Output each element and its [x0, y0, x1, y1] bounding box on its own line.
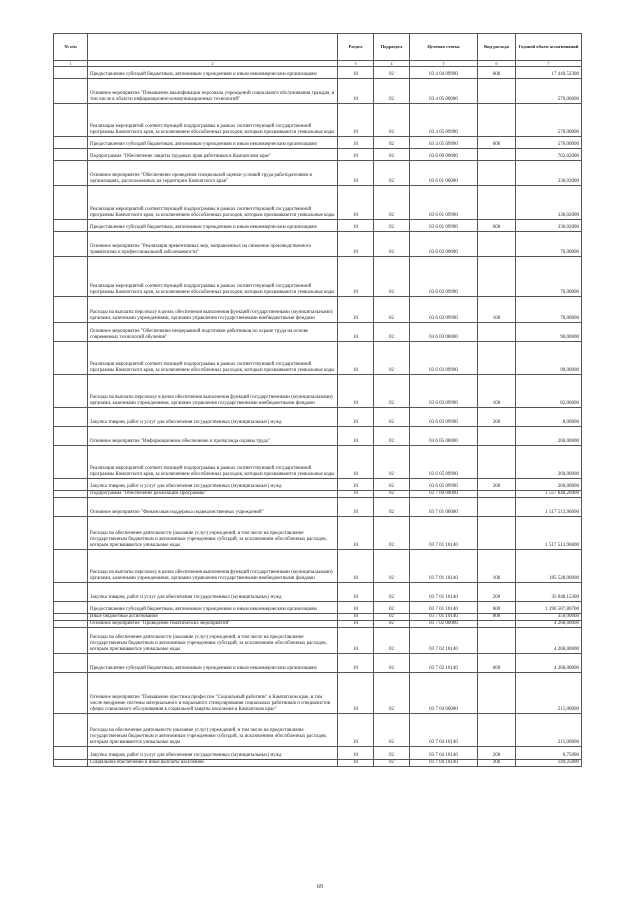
header-sum: Годовой объем ассигнований [516, 34, 582, 61]
cell-name: Социальное обеспечение и иные выплаты населению [88, 760, 338, 767]
table-row [54, 446, 582, 479]
table-row [54, 149, 582, 161]
cell-sum: 570,00000 [516, 137, 582, 149]
cell-razdel: 10 [338, 220, 374, 232]
cell-podrazdel: 02 [374, 614, 410, 621]
cell-num [54, 583, 88, 602]
cell-sum: 570,00000 [516, 79, 582, 104]
cell-vr [478, 714, 516, 747]
cell-num [54, 602, 88, 614]
cell-csr: 03 7 01 10140 [410, 602, 478, 614]
table-row [54, 323, 582, 342]
column-number: 7 [516, 61, 582, 67]
cell-csr: 03 4 05 09990 [410, 137, 478, 149]
cell-razdel: 10 [338, 137, 374, 149]
cell-vr: 600 [478, 602, 516, 614]
cell-csr: 03 7 04 10140 [410, 747, 478, 760]
cell-sum: 260,00000 [516, 427, 582, 446]
cell-name: Подпрограмма "Обеспечение реализации Программы" [88, 491, 338, 498]
cell-podrazdel: 02 [374, 491, 410, 498]
cell-razdel: 10 [338, 375, 374, 408]
cell-podrazdel: 02 [374, 747, 410, 760]
column-number: 5 [410, 61, 478, 67]
cell-podrazdel: 02 [374, 550, 410, 583]
cell-vr: 600 [478, 67, 516, 79]
cell-num [54, 79, 88, 104]
cell-csr: 03 6 05 09990 [410, 446, 478, 479]
cell-num [54, 446, 88, 479]
cell-podrazdel: 02 [374, 375, 410, 408]
cell-razdel: 10 [338, 583, 374, 602]
cell-sum: 570,00000 [516, 104, 582, 137]
cell-sum: 90,00000 [516, 323, 582, 342]
cell-csr: 03 7 02 10140 [410, 654, 478, 673]
cell-name: Реализация мероприятий соответствующей подпрограммы в рамках соответствующей государственной программы Камчатского края, за исключением обособленных расходов, которым присваиваются уникальные коды [88, 446, 338, 479]
cell-razdel: 10 [338, 550, 374, 583]
cell-razdel: 10 [338, 491, 374, 498]
cell-vr: 100 [478, 297, 516, 323]
cell-vr [478, 491, 516, 498]
cell-name: Закупка товаров, работ и услуг для обеспечения государственных (муниципальных) нужд [88, 408, 338, 427]
table-body [54, 67, 582, 767]
header-name [88, 34, 338, 61]
cell-podrazdel: 02 [374, 232, 410, 257]
column-number: 4 [374, 61, 410, 67]
cell-csr: 03 7 01 10140 [410, 517, 478, 550]
cell-razdel: 10 [338, 342, 374, 375]
cell-sum: 4 268,00000 [516, 628, 582, 654]
cell-razdel: 10 [338, 257, 374, 297]
table-row [54, 673, 582, 714]
cell-sum: 185 528,00000 [516, 550, 582, 583]
header-podrazdel: Подраздел [374, 34, 410, 61]
cell-name: Подпрограмма "Обеспечение защиты трудовых прав работников в Камчатском крае" [88, 149, 338, 161]
cell-vr: 100 [478, 550, 516, 583]
cell-num [54, 550, 88, 583]
cell-num [54, 67, 88, 79]
cell-csr: 03 6 01 09990 [410, 220, 478, 232]
page-number: 69 [317, 884, 323, 890]
cell-name: Основное мероприятие "Реализация превентивных мер, направленных на снижение производственного травматизма и профессиональной заболеваемости" [88, 232, 338, 257]
table-row [54, 714, 582, 747]
cell-num [54, 297, 88, 323]
cell-num [54, 628, 88, 654]
cell-csr: 03 7 04 10140 [410, 714, 478, 747]
cell-name: Предоставление субсидий бюджетным, автономным учреждениям и иным некоммерческим организациям [88, 67, 338, 79]
column-number: 2 [88, 61, 338, 67]
cell-sum: 76,00000 [516, 257, 582, 297]
cell-vr [478, 161, 516, 186]
cell-csr: 03 7 04 00000 [410, 673, 478, 714]
cell-name: Предоставление субсидий бюджетным, автономным учреждениям и иным некоммерческим организациям [88, 654, 338, 673]
table-row [54, 621, 582, 628]
cell-csr: 03 6 00 00000 [410, 149, 478, 161]
table-row [54, 550, 582, 583]
cell-podrazdel: 02 [374, 342, 410, 375]
cell-podrazdel: 02 [374, 149, 410, 161]
cell-sum: 8,00000 [516, 408, 582, 427]
cell-csr: 03 6 01 09990 [410, 186, 478, 220]
cell-name: Основное мероприятие "Обеспечение непрерывной подготовки работников по охране труда на основе современных технологий обучения" [88, 323, 338, 342]
header-csr: Целевая статья [410, 34, 478, 61]
table-row [54, 161, 582, 186]
cell-razdel: 10 [338, 149, 374, 161]
cell-num [54, 257, 88, 297]
cell-num [54, 479, 88, 491]
budget-table-sheet [53, 33, 581, 767]
cell-sum: 336,02000 [516, 220, 582, 232]
cell-num [54, 232, 88, 257]
cell-csr: 03 7 02 10140 [410, 628, 478, 654]
cell-name: Реализация мероприятий соответствующей подпрограммы в рамках соответствующей государственной программы Камчатского края, за исключением обособленных расходов, которым присваиваются уникальные коды [88, 257, 338, 297]
cell-csr: 03 7 01 10140 [410, 614, 478, 621]
cell-podrazdel: 02 [374, 498, 410, 517]
cell-num [54, 104, 88, 137]
table-row [54, 491, 582, 498]
cell-podrazdel: 02 [374, 517, 410, 550]
cell-podrazdel: 02 [374, 67, 410, 79]
cell-vr [478, 79, 516, 104]
cell-sum: 336,02000 [516, 161, 582, 186]
cell-csr: 03 6 03 09990 [410, 408, 478, 427]
table-row [54, 427, 582, 446]
budget-table [53, 33, 582, 767]
table-row [54, 232, 582, 257]
cell-razdel: 10 [338, 673, 374, 714]
cell-vr: 200 [478, 479, 516, 491]
cell-num [54, 161, 88, 186]
cell-csr: 03 7 01 10140 [410, 550, 478, 583]
cell-podrazdel: 02 [374, 104, 410, 137]
cell-vr [478, 621, 516, 628]
cell-num [54, 747, 88, 760]
cell-name: Расходы на обеспечение деятельности (оказание услуг) учреждений, в том числе на предоставление государственным бюджетным и автономным учреждениям субсидий, за исключением обособленных расходов, которым присваиваются уникальные коды [88, 628, 338, 654]
cell-num [54, 614, 88, 621]
cell-num [54, 342, 88, 375]
cell-name: Реализация мероприятий соответствующей подпрограммы в рамках соответствующей государственной программы Камчатского края, за исключением обособленных расходов, которым присваиваются уникальные коды [88, 342, 338, 375]
cell-razdel: 10 [338, 602, 374, 614]
cell-razdel: 10 [338, 614, 374, 621]
cell-sum: 1 557 848,26000 [516, 491, 582, 498]
cell-csr: 03 6 03 09990 [410, 342, 478, 375]
cell-num [54, 186, 88, 220]
header-num: № п/п [54, 34, 88, 61]
table-row [54, 479, 582, 491]
cell-name: Предоставление субсидий бюджетным, автономным учреждениям и иным некоммерческим организациям [88, 220, 338, 232]
cell-razdel: 10 [338, 479, 374, 491]
cell-name: Расходы на обеспечение деятельности (оказание услуг) учреждений, в том числе на предоставление государственным бюджетным и автономным учреждениям субсидий, за исключением обособленных расходов, которым присваиваются уникальные коды [88, 714, 338, 747]
cell-sum: 17 449,52300 [516, 67, 582, 79]
cell-name: Основное мероприятие "Повышение престижа профессии "Социальный работник" в Камчатском крае, в том числе внедрение системы материального и морального стимулирования социальных работников и специалистов сферы социального обслуживания в социальной защиты населения в Камчатском крае" [88, 673, 338, 714]
table-row [54, 297, 582, 323]
cell-podrazdel: 02 [374, 621, 410, 628]
cell-podrazdel: 02 [374, 583, 410, 602]
cell-num [54, 491, 88, 498]
cell-sum: 149,25000 [516, 760, 582, 767]
cell-razdel: 10 [338, 427, 374, 446]
cell-vr [478, 427, 516, 446]
cell-podrazdel: 02 [374, 602, 410, 614]
cell-num [54, 408, 88, 427]
cell-razdel: 10 [338, 747, 374, 760]
cell-razdel: 10 [338, 621, 374, 628]
cell-name: Реализация мероприятий соответствующей подпрограммы в рамках соответствующей государственной программы Камчатского края, за исключением обособленных расходов, которым присваиваются уникальные коды [88, 186, 338, 220]
table-row [54, 614, 582, 621]
cell-podrazdel: 02 [374, 714, 410, 747]
cell-podrazdel: 02 [374, 79, 410, 104]
table-row [54, 583, 582, 602]
cell-name: Иные бюджетные ассигнования [88, 614, 338, 621]
cell-num [54, 498, 88, 517]
cell-num [54, 714, 88, 747]
cell-razdel: 10 [338, 714, 374, 747]
cell-vr [478, 149, 516, 161]
cell-vr: 600 [478, 137, 516, 149]
table-row [54, 137, 582, 149]
cell-name: Основное мероприятие "Обеспечение проведения специальной оценки условий труда работодателями в организациях, расположенных на территории Камчатского края" [88, 161, 338, 186]
cell-sum: 76,00000 [516, 232, 582, 257]
table-row [54, 654, 582, 673]
cell-vr [478, 323, 516, 342]
cell-vr [478, 257, 516, 297]
cell-razdel: 10 [338, 79, 374, 104]
cell-vr: 300 [478, 760, 516, 767]
header-row [54, 34, 582, 61]
cell-sum: 1 517 513,96000 [516, 517, 582, 550]
table-row [54, 375, 582, 408]
cell-num [54, 375, 88, 408]
cell-sum: 762,02000 [516, 149, 582, 161]
cell-razdel: 10 [338, 186, 374, 220]
cell-sum: 4 268,00000 [516, 654, 582, 673]
cell-csr: 03 6 02 09990 [410, 297, 478, 323]
cell-razdel: 10 [338, 760, 374, 767]
cell-csr: 03 6 02 00000 [410, 232, 478, 257]
cell-podrazdel: 02 [374, 408, 410, 427]
cell-podrazdel: 02 [374, 323, 410, 342]
cell-csr: 03 7 04 10140 [410, 760, 478, 767]
table-row [54, 602, 582, 614]
cell-podrazdel: 02 [374, 479, 410, 491]
table-row [54, 747, 582, 760]
cell-csr: 03 4 05 09990 [410, 104, 478, 137]
cell-vr [478, 342, 516, 375]
cell-num [54, 137, 88, 149]
cell-razdel: 10 [338, 323, 374, 342]
cell-name: Расходы на выплаты персоналу в целях обеспечения выполнения функций государственными (муниципальными) органами, казенными учреждениями, органами управления государственными внебюджетными фондами [88, 550, 338, 583]
cell-num [54, 760, 88, 767]
cell-podrazdel: 02 [374, 137, 410, 149]
cell-name: Основное мероприятие "Проведение тематических мероприятий" [88, 621, 338, 628]
cell-razdel: 10 [338, 297, 374, 323]
table-row [54, 186, 582, 220]
cell-podrazdel: 02 [374, 257, 410, 297]
cell-vr: 200 [478, 408, 516, 427]
cell-razdel: 10 [338, 654, 374, 673]
cell-csr: 03 4 05 00000 [410, 79, 478, 104]
cell-num [54, 220, 88, 232]
cell-sum: 215,00000 [516, 714, 582, 747]
cell-sum: 90,00000 [516, 342, 582, 375]
cell-sum: 215,00000 [516, 673, 582, 714]
cell-csr: 03 4 04 09990 [410, 67, 478, 79]
cell-podrazdel: 02 [374, 427, 410, 446]
cell-sum: 82,00000 [516, 375, 582, 408]
cell-razdel: 10 [338, 67, 374, 79]
cell-podrazdel: 02 [374, 297, 410, 323]
cell-sum: 336,02000 [516, 186, 582, 220]
cell-vr: 100 [478, 375, 516, 408]
cell-podrazdel: 02 [374, 628, 410, 654]
cell-name: Предоставление субсидий бюджетным, автономным учреждениям и иным некоммерческим организациям [88, 137, 338, 149]
cell-razdel: 10 [338, 498, 374, 517]
cell-name: Расходы на обеспечение деятельности (оказание услуг) учреждений, в том числе на предоставление государственным бюджетным и автономным учреждениям субсидий, за исключением обособленных расходов, которым присваиваются уникальные коды [88, 517, 338, 550]
cell-num [54, 427, 88, 446]
cell-sum: 0,75000 [516, 747, 582, 760]
cell-razdel: 10 [338, 628, 374, 654]
cell-sum: 260,00000 [516, 479, 582, 491]
cell-vr [478, 673, 516, 714]
table-row [54, 517, 582, 550]
cell-podrazdel: 02 [374, 220, 410, 232]
cell-csr: 03 7 01 00000 [410, 498, 478, 517]
cell-podrazdel: 02 [374, 446, 410, 479]
cell-name: Закупка товаров, работ и услуг для обеспечения государственных (муниципальных) нужд [88, 479, 338, 491]
cell-vr [478, 104, 516, 137]
cell-sum: 76,00000 [516, 297, 582, 323]
cell-csr: 03 6 05 00000 [410, 427, 478, 446]
cell-csr: 03 7 02 00000 [410, 621, 478, 628]
cell-sum: 260,00000 [516, 446, 582, 479]
cell-sum: 350,00000 [516, 614, 582, 621]
cell-csr: 03 6 02 09990 [410, 257, 478, 297]
cell-name: Предоставление субсидий бюджетным, автономным учреждениям и иным некоммерческим организациям [88, 602, 338, 614]
cell-name: Реализация мероприятий соответствующей подпрограммы в рамках соответствующей государственной программы Камчатского края, за исключением обособленных расходов, которым присваиваются уникальные коды [88, 104, 338, 137]
cell-name: Основное мероприятие "Информационное обеспечение и пропаганда охраны труда" [88, 427, 338, 446]
cell-num [54, 654, 88, 673]
table-row [54, 498, 582, 517]
cell-podrazdel: 02 [374, 654, 410, 673]
table-row [54, 79, 582, 104]
cell-podrazdel: 02 [374, 673, 410, 714]
cell-csr: 03 6 01 00000 [410, 161, 478, 186]
cell-csr: 03 6 03 00000 [410, 323, 478, 342]
cell-vr [478, 517, 516, 550]
cell-sum: 1 517 513,96000 [516, 498, 582, 517]
table-row [54, 67, 582, 79]
cell-csr: 03 6 03 09990 [410, 375, 478, 408]
cell-vr [478, 628, 516, 654]
cell-razdel: 10 [338, 408, 374, 427]
table-row [54, 220, 582, 232]
cell-name: Расходы на выплаты персоналу в целях обеспечения выполнения функций государственными (муниципальными) органами, казенными учреждениями, органами управления государственными внебюджетными фондами [88, 297, 338, 323]
cell-vr: 200 [478, 747, 516, 760]
table-row [54, 257, 582, 297]
cell-csr: 03 7 01 10140 [410, 583, 478, 602]
cell-num [54, 673, 88, 714]
cell-num [54, 323, 88, 342]
cell-num [54, 517, 88, 550]
cell-podrazdel: 02 [374, 161, 410, 186]
cell-name: Закупка товаров, работ и услуг для обеспечения государственных (муниципальных) нужд [88, 583, 338, 602]
header-vr: Вид расхода [478, 34, 516, 61]
cell-vr [478, 498, 516, 517]
cell-vr: 600 [478, 220, 516, 232]
header-razdel: Раздел [338, 34, 374, 61]
cell-vr: 800 [478, 614, 516, 621]
cell-csr: 03 7 00 00000 [410, 491, 478, 498]
cell-podrazdel: 02 [374, 186, 410, 220]
column-number: 6 [478, 61, 516, 67]
cell-csr: 03 6 05 09990 [410, 479, 478, 491]
cell-num [54, 149, 88, 161]
cell-razdel: 10 [338, 161, 374, 186]
cell-name: Основное мероприятие "Финансовая поддержка подведомственных учреждений" [88, 498, 338, 517]
cell-name: Закупка товаров, работ и услуг для обеспечения государственных (муниципальных) нужд [88, 747, 338, 760]
cell-vr: 200 [478, 583, 516, 602]
table-row [54, 628, 582, 654]
cell-vr [478, 186, 516, 220]
cell-razdel: 10 [338, 517, 374, 550]
column-number: 1 [54, 61, 88, 67]
cell-vr [478, 232, 516, 257]
cell-vr: 600 [478, 654, 516, 673]
cell-sum: 1 296 587,80700 [516, 602, 582, 614]
cell-razdel: 10 [338, 232, 374, 257]
cell-name: Расходы на выплаты персоналу в целях обеспечения выполнения функций государственными (муниципальными) органами, казенными учреждениями, органами управления государственными внебюджетными фондами [88, 375, 338, 408]
cell-sum: 4 268,00000 [516, 621, 582, 628]
column-number: 3 [338, 61, 374, 67]
cell-sum: 35 048,15300 [516, 583, 582, 602]
table-row [54, 104, 582, 137]
cell-num [54, 621, 88, 628]
cell-razdel: 10 [338, 104, 374, 137]
cell-vr [478, 446, 516, 479]
table-row [54, 760, 582, 767]
cell-name: Основное мероприятие "Повышение квалификации персонала учреждений социального обслуживания граждан, в том числе в области информационно-коммуникационных технологий" [88, 79, 338, 104]
table-row [54, 408, 582, 427]
cell-razdel: 10 [338, 446, 374, 479]
table-row [54, 342, 582, 375]
cell-podrazdel: 02 [374, 760, 410, 767]
